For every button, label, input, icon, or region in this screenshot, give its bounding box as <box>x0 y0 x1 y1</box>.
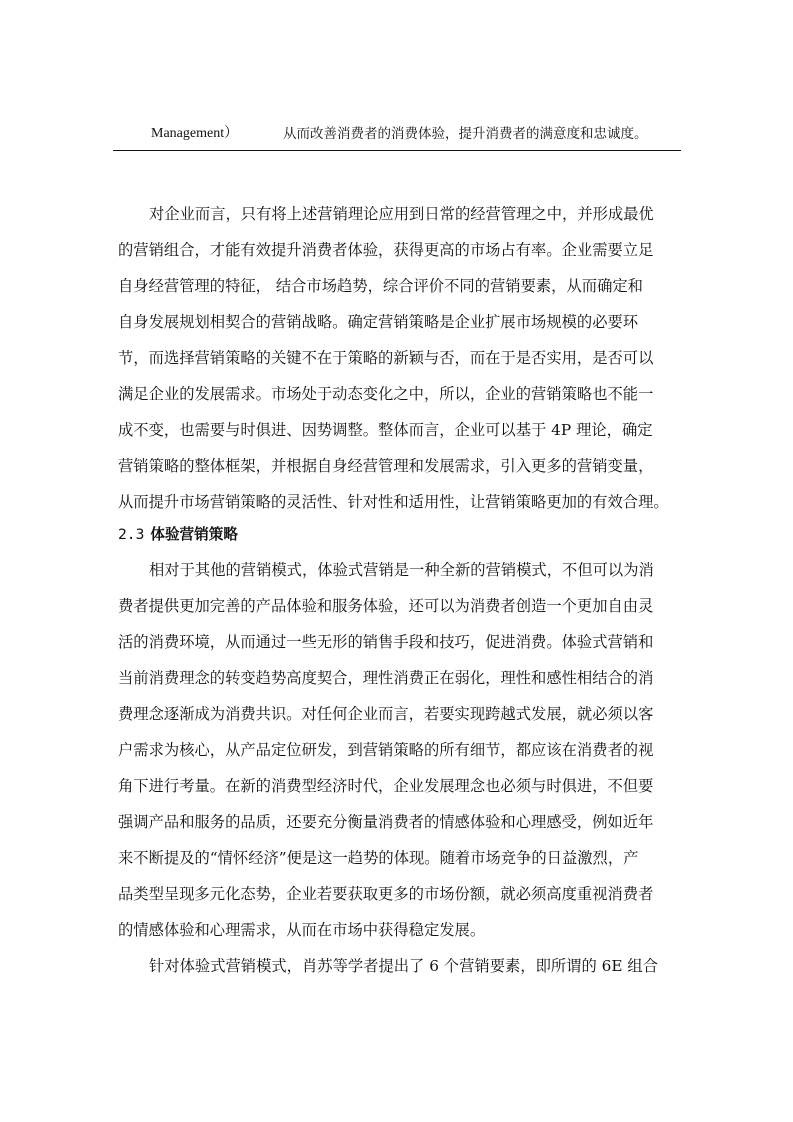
section-heading <box>118 518 680 552</box>
paragraph-line: 自身经营管理的特征， 结合市场趋势，综合评价不同的营销要素，从而确定和 <box>118 277 643 295</box>
paragraph-line: 户需求为核心，从产品定位研发，到营销策略的所有细节，都应该在消费者的视 <box>118 741 654 759</box>
paragraph-line: 费理念逐渐成为消费共识。对任何企业而言，若要实现跨越式发展，就必须以客 <box>118 705 654 723</box>
table-bottom-rule <box>113 150 681 151</box>
paragraph-line: 强调产品和服务的品质，还要充分衡量消费者的情感体验和心理感受，例如近年 <box>118 813 654 831</box>
paragraph-line: 的营销组合，才能有效提升消费者体验，获得更高的市场占有率。企业需要立足 <box>118 241 654 259</box>
section-number: 2.3 <box>118 526 145 543</box>
paragraph-line: 自身发展规划相契合的营销战略。确定营销策略是企业扩展市场规模的必要环 <box>118 313 639 331</box>
paragraph <box>118 948 680 984</box>
paragraph-line: 活的消费环境，从而通过一些无形的销售手段和技巧，促进消费。体验式营销和 <box>118 633 654 651</box>
paragraph-line: 费者提供更加完善的产品体验和服务体验，还可以为消费者创造一个更加自由灵 <box>118 597 654 615</box>
paragraph-line: 品类型呈现多元化态势，企业若要获取更多的市场份额，就必须高度重视消费者 <box>118 885 654 903</box>
section-title: 体验营销策略 <box>150 526 238 543</box>
paragraph-line: 针对体验式营销模式，肖苏等学者提出了 6 个营销要素，即所谓的 6E 组合 <box>149 957 658 975</box>
paragraph-line: 营销策略的整体框架，并根据自身经营管理和发展需求，引入更多的营销变量， <box>118 457 654 475</box>
paragraph <box>118 196 680 520</box>
paragraph-line: 对企业而言，只有将上述营销理论应用到日常的经营管理之中，并形成最优 <box>149 205 654 223</box>
paragraph-line: 角下进行考量。在新的消费型经济时代，企业发展理念也必须与时俱进，不但要 <box>118 777 654 795</box>
paragraph <box>118 552 680 948</box>
paragraph-line: 满足企业的发展需求。市场处于动态变化之中，所以，企业的营销策略也不能一 <box>118 385 654 403</box>
body-text <box>118 196 680 984</box>
paragraph-line: 当前消费理念的转变趋势高度契合，理性消费正在弱化，理性和感性相结合的消 <box>118 669 654 687</box>
table-fragment <box>113 118 681 152</box>
paragraph-line: 的情感体验和心理需求，从而在市场中获得稳定发展。 <box>118 921 486 939</box>
paragraph-line: 成不变，也需要与时俱进、因势调整。整体而言，企业可以基于 4P 理论，确定 <box>118 421 653 439</box>
paragraph-line: 来不断提及的“情怀经济”便是这一趋势的体现。随着市场竞争的日益激烈，产 <box>118 849 639 867</box>
paragraph-line: 节，而选择营销策略的关键不在于策略的新颖与否，而在于是否实用，是否可以 <box>118 349 654 367</box>
table-cell-left: Management） <box>151 126 239 141</box>
paragraph-line: 相对于其他的营销模式，体验式营销是一种全新的营销模式，不但可以为消 <box>149 561 654 579</box>
paragraph-line: 从而提升市场营销策略的灵活性、针对性和适用性，让营销策略更加的有效合理。 <box>118 493 669 511</box>
table-cell-right: 从而改善消费者的消费体验，提升消费者的满意度和忠诚度。 <box>283 126 648 142</box>
